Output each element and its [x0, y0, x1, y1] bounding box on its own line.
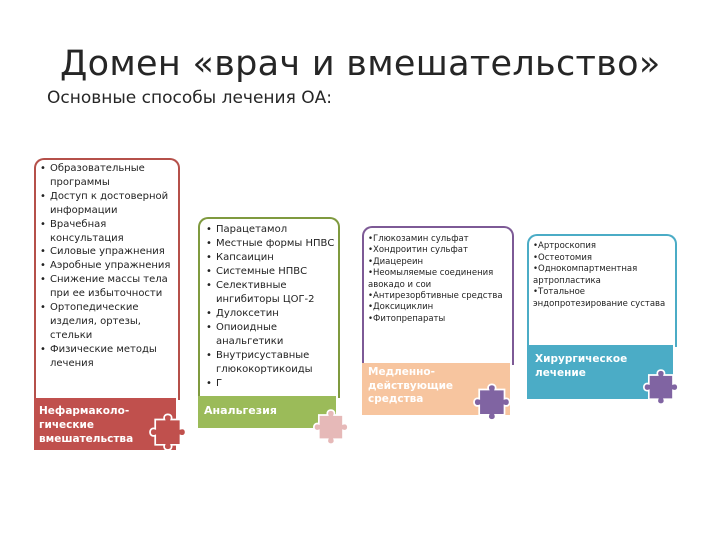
list-item: • Местные формы НПВС	[204, 237, 338, 251]
card-footer-non-pharmacological: Нефармаколо-гические вмешательства	[34, 398, 176, 450]
page-title: Домен «врач и вмешательство»	[60, 44, 661, 84]
list-item: • Опиоидные анальгетики	[204, 321, 338, 349]
puzzle-piece-shape	[644, 370, 678, 404]
list-item: •Диацереин	[368, 256, 424, 267]
list-item: • Капсаицин	[204, 251, 338, 265]
list-item: •Доксициклин	[368, 302, 434, 313]
list-item: •Фитопрепараты	[368, 313, 446, 324]
list-item: •Тотальное эндопротезирование сустава	[533, 287, 666, 309]
list-item: •Однокомпартментная артропластика	[533, 264, 638, 286]
puzzle-piece-shape	[474, 384, 510, 420]
list-item: •Артроскопия	[533, 241, 596, 251]
puzzle-piece-icon	[470, 378, 516, 424]
list-item: •Антирезорбтивные средства	[368, 291, 503, 302]
card-surgical	[527, 234, 677, 347]
page-subtitle: Основные способы лечения ОА:	[47, 88, 332, 108]
list-item: • Образовательные программы	[40, 162, 178, 190]
list-item: •Глюкозамин сульфат	[368, 234, 469, 244]
card-list	[200, 219, 338, 391]
puzzle-piece-icon	[640, 364, 684, 408]
puzzle-piece-shape	[314, 410, 348, 444]
puzzle-piece-shape	[150, 414, 186, 450]
list-item: • Г	[204, 377, 338, 391]
list-item: • Физические методы лечения	[40, 343, 178, 371]
card-slow-acting	[362, 226, 514, 365]
list-item: • Парацетамол	[204, 223, 338, 237]
card-non-pharmacological	[34, 158, 180, 400]
list-item: • Внутрисуставные глюкокортикоиды	[204, 349, 338, 377]
list-item: • Селективные ингибиторы ЦОГ-2	[204, 279, 338, 307]
card-analgesia	[198, 217, 340, 398]
list-item: • Врачебная консультация	[40, 218, 178, 246]
card-list	[364, 228, 512, 325]
list-item: • Силовые упражнения	[40, 245, 178, 259]
list-item: •Хондроитин сульфат	[368, 245, 468, 256]
list-item: •Неомыляемые соединения авокадо и сои	[368, 268, 494, 290]
list-item: • Снижение массы тела при ее избыточности	[40, 273, 178, 301]
card-footer-analgesia: Анальгезия	[198, 396, 336, 428]
list-item: • Ортопедические изделия, ортезы, стельки	[40, 301, 178, 343]
card-footer-slow-acting: Медленно-действующие средства	[362, 363, 510, 415]
card-list	[529, 236, 675, 310]
puzzle-piece-icon	[310, 404, 354, 448]
list-item: • Аэробные упражнения	[40, 259, 178, 273]
list-item: • Дулоксетин	[204, 307, 338, 321]
card-footer-surgical: Хирургическое лечение	[527, 345, 673, 399]
card-list	[36, 160, 178, 371]
puzzle-piece-icon	[146, 408, 192, 454]
list-item: • Доступ к достоверной информации	[40, 190, 178, 218]
list-item: •Остеотомия	[533, 252, 592, 263]
list-item: • Системные НПВС	[204, 265, 338, 279]
